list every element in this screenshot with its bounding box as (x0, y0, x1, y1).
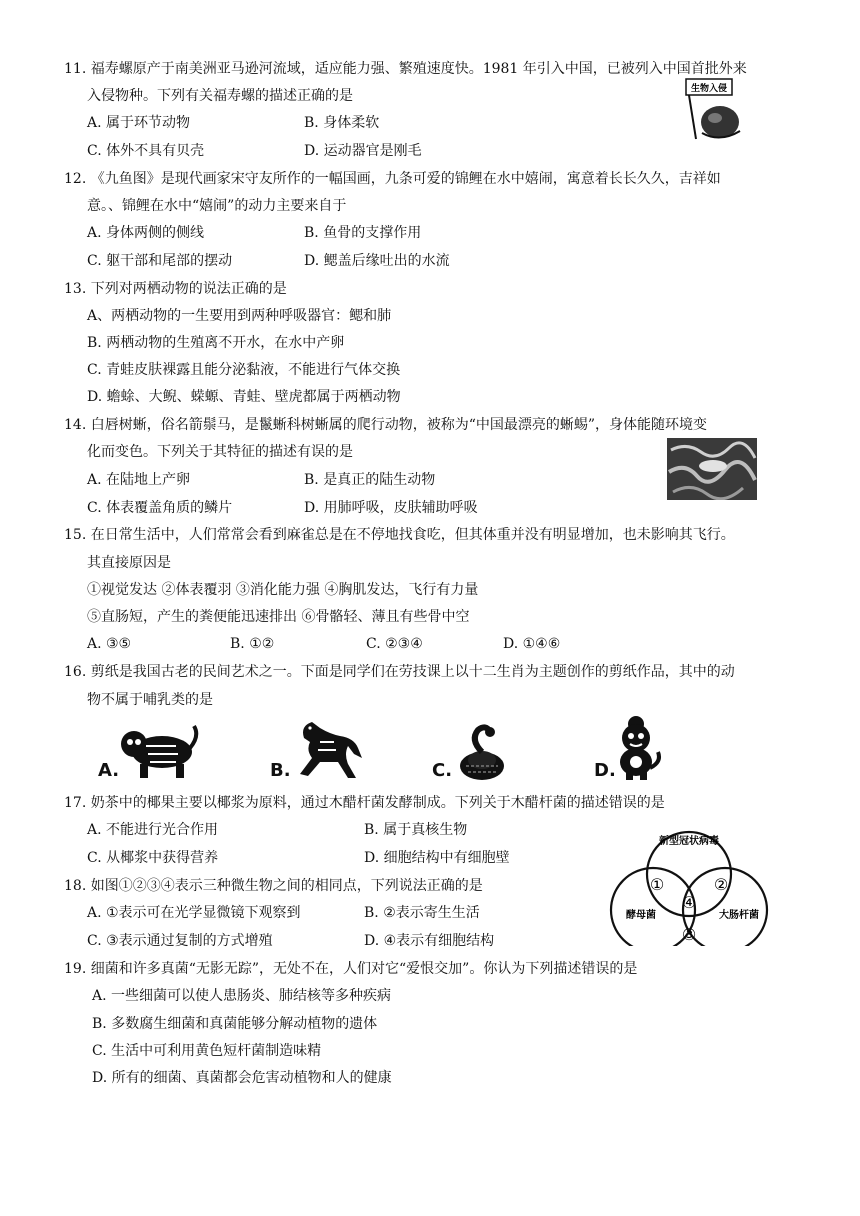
question-17-stem: 17. 奶茶中的椰果主要以椰浆为原料，通过木醋杆菌发酵制成。下列关于木醋杆菌的描述错误的是 (64, 795, 665, 811)
question-15-option-b: B. ①② (230, 636, 275, 652)
question-13-option-b: B. 两栖动物的生殖离不开水，在水中产卵 (87, 335, 345, 351)
question-19-stem: 19. 细菌和许多真菌“无影无踪”，无处不在，人们对它“爱恨交加”。你认为下列描述错误的是 (64, 961, 638, 977)
question-13-option-c: C. 青蛙皮肤裸露且能分泌黏液，不能进行气体交换 (87, 362, 401, 378)
question-12-option-b: B. 鱼骨的支撑作用 (304, 225, 422, 241)
lizard-photo (667, 438, 757, 500)
question-15-items-line1: ①视觉发达 ②体表覆羽 ③消化能力强 ④胸肌发达，飞行有力量 (87, 582, 479, 598)
question-19-option-d: D. 所有的细菌、真菌都会危害动植物和人的健康 (92, 1070, 392, 1086)
venn-region-1: ① (649, 875, 665, 894)
question-14-stem-line1: 14. 白唇树蜥，俗名箭鬃马，是鬣蜥科树蜥属的爬行动物，被称为“中国最漂亮的蜥蜴”，身体能随环境变 (64, 417, 708, 433)
question-18-option-d: D. ④表示有细胞结构 (364, 933, 495, 949)
question-18-option-b: B. ②表示寄生生活 (364, 905, 480, 921)
question-16-stem-line1: 16. 剪纸是我国古老的民间艺术之一。下面是同学们在劳技课上以十二生肖为主题创作的剪纸作品，其中的动 (64, 664, 735, 680)
question-14-option-a: A. 在陆地上产卵 (87, 472, 191, 488)
question-17-option-a: A. 不能进行光合作用 (87, 822, 219, 838)
question-18-option-c: C. ③表示通过复制的方式增殖 (87, 933, 273, 949)
question-19-option-c: C. 生活中可利用黄色短杆菌制造味精 (92, 1043, 322, 1059)
question-17-option-b: B. 属于真核生物 (364, 822, 468, 838)
question-13-stem: 13. 下列对两栖动物的说法正确的是 (64, 281, 287, 297)
question-12-option-c: C. 躯干部和尾部的摆动 (87, 253, 233, 269)
question-14-stem-line2: 化而变色。下列关于其特征的描述有误的是 (87, 444, 353, 460)
question-19-option-a: A. 一些细菌可以使人患肠炎、肺结核等多种疾病 (92, 988, 392, 1004)
papercut-label-a: A. (98, 760, 120, 781)
venn-region-2: ② (713, 875, 729, 894)
question-11-option-a: A. 属于环节动物 (87, 115, 191, 131)
papercut-label-b: B. (270, 760, 291, 781)
question-12-option-a: A. 身体两侧的侧线 (87, 225, 205, 241)
question-19-option-b: B. 多数腐生细菌和真菌能够分解动植物的遗体 (92, 1016, 378, 1032)
question-15-option-a: A. ③⑤ (87, 636, 132, 652)
question-13-option-a: A、两栖动物的一生要用到两种呼吸器官：鳃和肺 (87, 308, 392, 324)
venn-label-ecoli: 大肠杆菌 (719, 910, 759, 921)
question-15-stem-line1: 15. 在日常生活中，人们常常会看到麻雀总是在不停地找食吃，但其体重并没有明显增加，也未影响其飞行。 (64, 527, 735, 543)
venn-label-virus: 新型冠状病毒 (659, 836, 719, 847)
question-11-option-d: D. 运动器官是刚毛 (304, 143, 422, 159)
question-14-option-b: B. 是真正的陆生动物 (304, 472, 436, 488)
question-12-stem-line1: 12. 《九鱼图》是现代画家宋守友所作的一幅国画，九条可爱的锦鲤在水中嬉闹，寓意着长长久久，吉祥如 (64, 171, 721, 187)
question-15-option-c: C. ②③④ (366, 636, 423, 652)
microbe-venn-diagram (605, 830, 775, 946)
question-14-option-c: C. 体表覆盖角质的鳞片 (87, 500, 233, 516)
question-11-option-b: B. 身体柔软 (304, 115, 380, 131)
question-15-items-line2: ⑤直肠短，产生的粪便能迅速排出 ⑥骨骼轻、薄且有些骨中空 (87, 609, 470, 625)
question-15-stem-line2: 其直接原因是 (87, 555, 171, 571)
question-13-option-d: D. 蟾蜍、大鲵、蝾螈、青蛙、壁虎都属于两栖动物 (87, 389, 401, 405)
apple-snail-figure (668, 75, 748, 145)
monkey-papercut-icon (610, 712, 666, 782)
question-11-option-c: C. 体外不具有贝壳 (87, 143, 205, 159)
question-16-stem-line2: 物不属于哺乳类的是 (87, 692, 213, 708)
question-12-stem-line2: 意。、锦鲤在水中“嬉闹”的动力主要来自于 (87, 198, 347, 214)
question-15-option-d: D. ①④⑥ (503, 636, 561, 652)
tiger-papercut-icon (116, 722, 200, 780)
question-18-stem: 18. 如图①②③④表示三种微生物之间的相同点，下列说法正确的是 (64, 878, 483, 894)
invasion-sign-text: 生物入侵 (690, 84, 728, 94)
snake-papercut-icon (454, 722, 510, 782)
question-18-option-a: A. ①表示可在光学显微镜下观察到 (87, 905, 301, 921)
question-11-stem-line1: 11. 福寿螺原产于南美洲亚马逊河流域，适应能力强、繁殖速度快。1981 年引入中国，已被列入中国首批外来 (64, 61, 747, 77)
venn-region-3: ③ (681, 925, 697, 944)
question-17-option-c: C. 从椰浆中获得营养 (87, 850, 219, 866)
horse-papercut-icon (290, 718, 364, 782)
papercut-label-d: D. (594, 760, 616, 781)
venn-region-4: ④ (681, 893, 697, 912)
question-12-option-d: D. 鳃盖后缘吐出的水流 (304, 253, 450, 269)
question-14-option-d: D. 用肺呼吸，皮肤辅助呼吸 (304, 500, 478, 516)
question-17-option-d: D. 细胞结构中有细胞壁 (364, 850, 510, 866)
venn-label-yeast: 酵母菌 (626, 910, 656, 921)
question-11-stem-line2: 入侵物种。下列有关福寿螺的描述正确的是 (87, 88, 353, 104)
papercut-label-c: C. (432, 760, 453, 781)
